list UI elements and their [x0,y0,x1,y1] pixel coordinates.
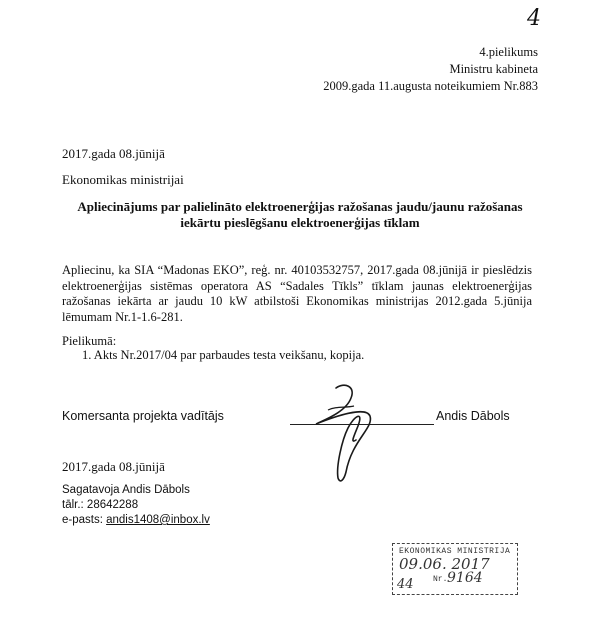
annex-reference [323,44,538,95]
stamp-number: 9164 [447,570,483,586]
email-label: e-pasts: [62,514,107,526]
page-number: 4 [527,6,541,31]
stamp-date: 09.06. 2017 [399,555,490,573]
recipient: Ekonomikas ministrijai [62,172,184,187]
annex-line-2: Ministru kabineta [449,62,538,76]
annex-line-1: 4.pielikums [479,45,538,59]
prepared-by-block [62,483,210,528]
attachment-item: 1. Akts Nr.2017/04 par parbaudes testa veikšanu, kopija. [82,348,365,362]
attachments-heading: Pielikumā: [62,334,117,348]
attachments-list [62,348,364,363]
stamp-box: 44 [397,577,414,592]
registration-stamp [392,543,518,595]
handwritten-signature [296,380,406,490]
email-line [62,513,210,528]
annex-line-3: 2009.gada 11.augusta noteikumiem Nr.883 [323,79,538,93]
phone: tālr.: 28642288 [62,499,139,511]
signer-title: Komersanta projekta vadītājs [62,409,224,423]
stamp-organization: EKONOMIKAS MINISTRIJA [399,547,511,556]
closing-date: 2017.gada 08.jūnijā [62,459,165,474]
document-title: Apliecinājums par palielināto elektroenerģijas ražošanas jaudu/jaunu ražošanas iekārtu pieslēgšanu elektroenerģijas tīklam [77,199,523,230]
email-link[interactable]: andis1408@inbox.lv [106,514,210,526]
stamp-number-label: Nr. [433,575,448,584]
document-date: 2017.gada 08.jūnijā [62,146,165,161]
body-paragraph: Apliecinu, ka SIA “Madonas EKO”, reģ. nr. 40103532757, 2017.gada 08.jūnijā ir pieslēdzis elektroenerģijas sistēmas operatora AS “Sadales Tīkls” tīklam jaunas elektroenerģijas ražošanas iekārta ar jaudu 10 kW atbilstoši Ekonomikas ministrijas 2012.gada 5.jūnija lēmumam Nr.1-1.6-281. [62,263,532,324]
signer-name: Andis Dābols [436,409,510,423]
prepared-by: Sagatavoja Andis Dābols [62,484,190,496]
